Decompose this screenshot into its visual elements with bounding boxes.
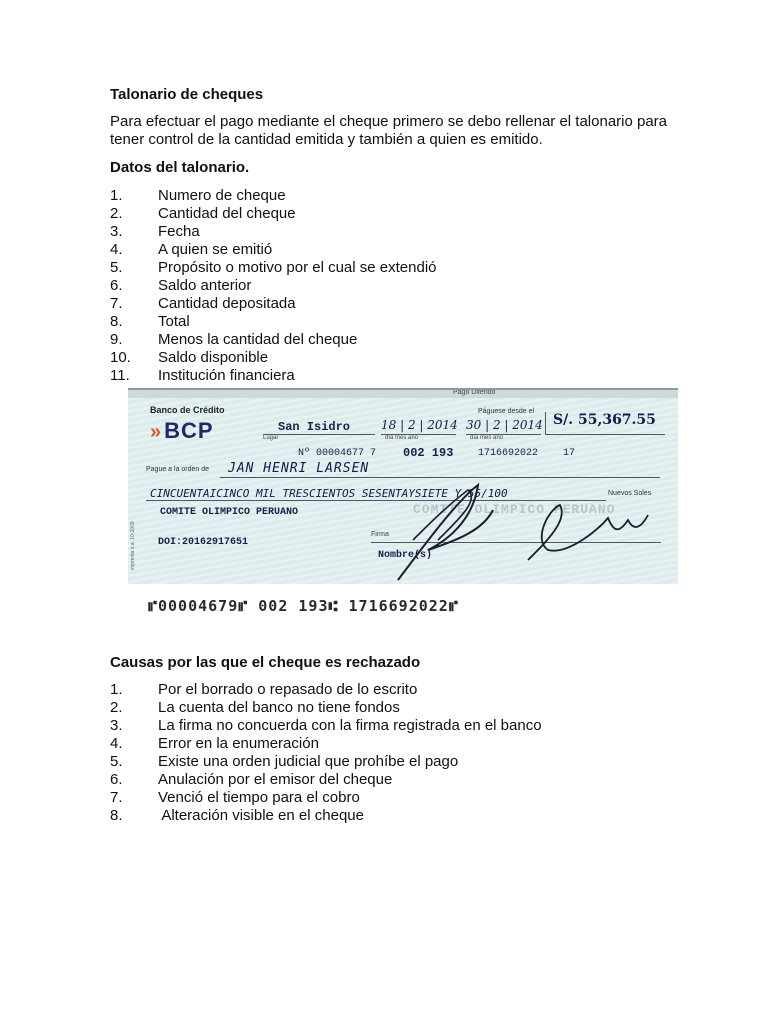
lugar-label: Lugar bbox=[263, 435, 279, 441]
paguese-label: Páguese desde el bbox=[478, 408, 535, 415]
talonario-data-list bbox=[110, 187, 437, 385]
list-item: 8. Alteración visible en el cheque bbox=[110, 807, 364, 824]
amount-in-words: CINCUENTAICINCO MIL TRESCIENTOS SESENTAYSIETE Y 55/100 bbox=[150, 487, 508, 500]
cheque-amount: S/. 55,367.55 bbox=[553, 412, 656, 428]
section2-heading: Causas por las que el cheque es rechazado bbox=[110, 654, 421, 671]
payee-name: JAN HENRI LARSEN bbox=[228, 461, 370, 476]
account-holder: COMITE OLIMPICO PERUANO bbox=[160, 507, 299, 518]
signature-2 bbox=[528, 505, 648, 560]
list-item: 11. Institución financiera bbox=[110, 367, 295, 384]
section1-heading: Datos del talonario. bbox=[110, 159, 250, 176]
holder-watermark: COMITE OLIMPICO PERUANO bbox=[413, 502, 616, 517]
list-item: 3. La firma no concuerda con la firma registrada en el banco bbox=[110, 717, 542, 734]
list-item: 7. Cantidad depositada bbox=[110, 295, 296, 312]
signatures-drawing bbox=[128, 390, 678, 590]
list-item: 3. Fecha bbox=[110, 223, 200, 240]
list-item: 5. Existe una orden judicial que prohíbe el pago bbox=[110, 753, 459, 770]
doi-number: DOI:20162917651 bbox=[158, 537, 249, 548]
account-number: 1716692022 bbox=[478, 448, 539, 459]
bcp-chevron-icon: » bbox=[150, 421, 163, 443]
payee-label: Pague a la orden de bbox=[146, 466, 210, 473]
currency-label: Nuevos Soles bbox=[608, 490, 652, 497]
list-item: 7. Venció el tiempo para el cobro bbox=[110, 789, 360, 806]
list-item: 2. La cuenta del banco no tiene fondos bbox=[110, 699, 400, 716]
list-item: 6. Saldo anterior bbox=[110, 277, 252, 294]
signature-1-loop bbox=[413, 490, 471, 540]
list-item: 8. Total bbox=[110, 313, 190, 330]
list-item: 4. Error en la enumeración bbox=[110, 735, 319, 752]
list-item: 2. Cantidad del cheque bbox=[110, 205, 296, 222]
account-suffix: 17 bbox=[563, 448, 576, 459]
list-item: 5. Propósito o motivo por el cual se extendió bbox=[110, 259, 437, 276]
nombre-label: Nombre(s) bbox=[378, 550, 433, 561]
cheque-image bbox=[128, 388, 678, 628]
list-item: 1. Numero de cheque bbox=[110, 187, 286, 204]
payment-date: 30 | 2 | 2014 bbox=[466, 418, 543, 432]
page-title: Talonario de cheques bbox=[110, 86, 264, 103]
micr-line: ⑈00004679⑈ 002 193⑆ 1716692022⑈ bbox=[148, 597, 459, 615]
list-item: 1. Por el borrado o repasado de lo escrito bbox=[110, 681, 418, 698]
firma-label: Firma bbox=[371, 531, 389, 538]
cheque-side-print: imprenta s.a. 10-2009 bbox=[130, 521, 136, 570]
cheque-code: 002 193 bbox=[403, 446, 454, 460]
list-item: 10. Saldo disponible bbox=[110, 349, 269, 366]
pago-diferido-label: Pago Diferido bbox=[453, 389, 496, 396]
list-item: 9. Menos la cantidad del cheque bbox=[110, 331, 358, 348]
issue-date: 18 | 2 | 2014 bbox=[381, 418, 458, 432]
lugar-value: San Isidro bbox=[278, 420, 351, 434]
bcp-logo: »BCP bbox=[150, 418, 214, 443]
payment-date-label: día mes año bbox=[470, 435, 504, 441]
issue-date-label: día mes año bbox=[385, 435, 419, 441]
list-item: 6. Anulación por el emisor del cheque bbox=[110, 771, 393, 788]
intro-paragraph: Para efectuar el pago mediante el cheque primero se debo rellenar el talonario para tener control de la cantidad emitida y también a quien es emitido. bbox=[110, 113, 668, 148]
list-item: 4. A quien se emitió bbox=[110, 241, 273, 258]
cheque-number: Nº 00004677 7 bbox=[298, 448, 377, 459]
bank-name: Banco de Crédito bbox=[150, 405, 225, 415]
rejection-causes-list bbox=[110, 681, 542, 825]
